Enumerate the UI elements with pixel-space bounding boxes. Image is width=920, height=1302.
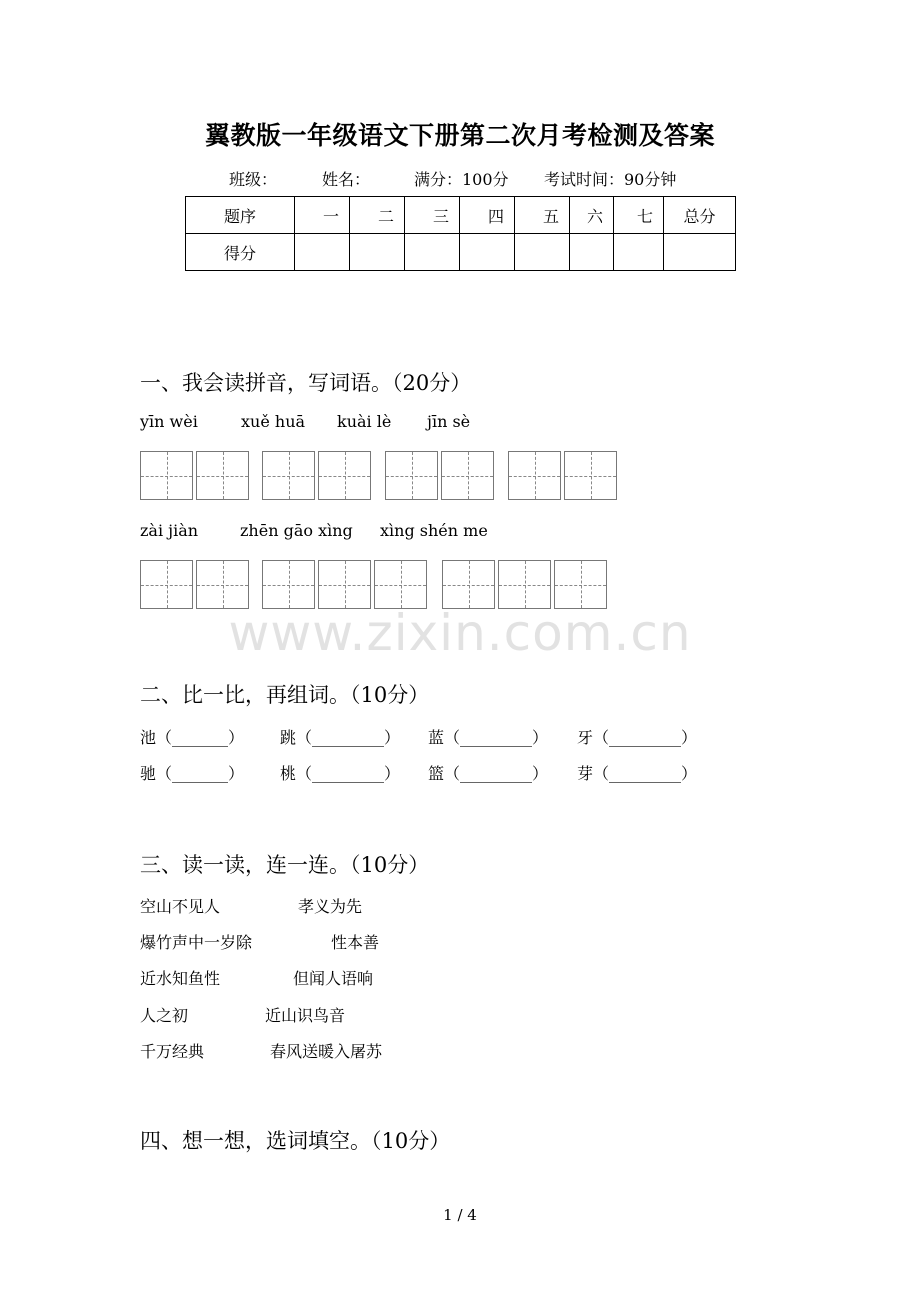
score-table-header-row <box>186 197 736 234</box>
writing-cell[interactable] <box>508 451 561 500</box>
match-left-item[interactable]: 爆竹声中一岁除 <box>140 933 253 952</box>
writing-cell[interactable] <box>564 451 617 500</box>
writing-cell[interactable] <box>262 560 315 609</box>
compare-item[interactable]: 芽（_________） <box>577 764 698 783</box>
writing-cell[interactable] <box>498 560 551 609</box>
pinyin-label: kuài lè <box>337 412 392 431</box>
section-3-heading: 三、读一读，连一连。（10分） <box>140 853 430 877</box>
score-header-cell: 四 <box>460 197 515 234</box>
score-input-cell[interactable] <box>570 234 614 271</box>
score-input-cell[interactable] <box>350 234 405 271</box>
compare-item[interactable]: 牙（_________） <box>577 728 698 747</box>
score-input-cell[interactable] <box>664 234 736 271</box>
match-right-item[interactable]: 但闻人语响 <box>293 969 374 988</box>
name-label: 姓名： <box>322 170 371 189</box>
score-input-cell[interactable] <box>515 234 570 271</box>
match-left-item[interactable]: 千万经典 <box>140 1042 205 1061</box>
writing-cell[interactable] <box>196 560 249 609</box>
score-table <box>185 196 736 271</box>
page-title: 翼教版一年级语文下册第二次月考检测及答案 <box>204 121 715 150</box>
writing-grid <box>140 560 252 609</box>
exam-time-label: 考试时间：90分钟 <box>544 170 677 189</box>
writing-cell[interactable] <box>318 560 371 609</box>
writing-cell[interactable] <box>262 451 315 500</box>
writing-cell[interactable] <box>554 560 607 609</box>
pinyin-label: jīn sè <box>427 412 471 431</box>
writing-grid <box>442 560 610 609</box>
score-input-cell[interactable] <box>295 234 350 271</box>
score-header-cell: 六 <box>570 197 614 234</box>
match-right-item[interactable]: 性本善 <box>331 933 380 952</box>
section-1-heading: 一、我会读拼音，写词语。（20分） <box>140 371 472 395</box>
writing-cell[interactable] <box>442 560 495 609</box>
writing-grid <box>262 560 430 609</box>
writing-cell[interactable] <box>374 560 427 609</box>
writing-cell[interactable] <box>385 451 438 500</box>
pinyin-label: yīn wèi <box>140 412 198 431</box>
score-table-score-row <box>186 234 736 271</box>
score-header-cell: 二 <box>350 197 405 234</box>
pinyin-label: xuě huā <box>241 412 306 431</box>
score-row-label: 得分 <box>186 234 295 271</box>
pinyin-label: zhēn gāo xìng <box>240 521 353 540</box>
section-4-heading: 四、想一想，选词填空。（10分） <box>140 1129 451 1153</box>
score-header-cell: 一 <box>295 197 350 234</box>
score-header-cell: 五 <box>515 197 570 234</box>
match-left-item[interactable]: 人之初 <box>140 1006 189 1025</box>
score-header-cell: 七 <box>614 197 664 234</box>
compare-item[interactable]: 篮（_________） <box>428 764 549 783</box>
writing-grid <box>508 451 620 500</box>
score-header-cell: 总分 <box>664 197 736 234</box>
watermark: www.zixin.com.cn <box>228 604 692 662</box>
match-left-item[interactable]: 近水知鱼性 <box>140 969 221 988</box>
writing-cell[interactable] <box>441 451 494 500</box>
section-2-heading: 二、比一比，再组词。（10分） <box>140 683 430 707</box>
score-input-cell[interactable] <box>405 234 460 271</box>
writing-cell[interactable] <box>196 451 249 500</box>
score-header-cell: 题序 <box>186 197 295 234</box>
writing-grid <box>262 451 374 500</box>
class-label: 班级： <box>229 170 278 189</box>
pinyin-label: xìng shén me <box>380 521 488 540</box>
writing-grid <box>140 451 252 500</box>
match-right-item[interactable]: 春风送暖入屠苏 <box>270 1042 383 1061</box>
match-left-item[interactable]: 空山不见人 <box>140 897 221 916</box>
compare-item[interactable]: 跳（_________） <box>280 728 401 747</box>
writing-cell[interactable] <box>318 451 371 500</box>
compare-item[interactable]: 桃（_________） <box>280 764 401 783</box>
full-score-label: 满分：100分 <box>414 170 509 189</box>
writing-cell[interactable] <box>140 560 193 609</box>
compare-item[interactable]: 驰（_______） <box>140 764 245 783</box>
match-right-item[interactable]: 孝义为先 <box>298 897 363 916</box>
pinyin-label: zài jiàn <box>140 521 199 540</box>
compare-item[interactable]: 池（_______） <box>140 728 245 747</box>
score-header-cell: 三 <box>405 197 460 234</box>
page-number: 1 / 4 <box>443 1206 477 1224</box>
match-right-item[interactable]: 近山识鸟音 <box>265 1006 346 1025</box>
score-input-cell[interactable] <box>460 234 515 271</box>
compare-item[interactable]: 蓝（_________） <box>428 728 549 747</box>
writing-grid <box>385 451 497 500</box>
writing-cell[interactable] <box>140 451 193 500</box>
score-input-cell[interactable] <box>614 234 664 271</box>
